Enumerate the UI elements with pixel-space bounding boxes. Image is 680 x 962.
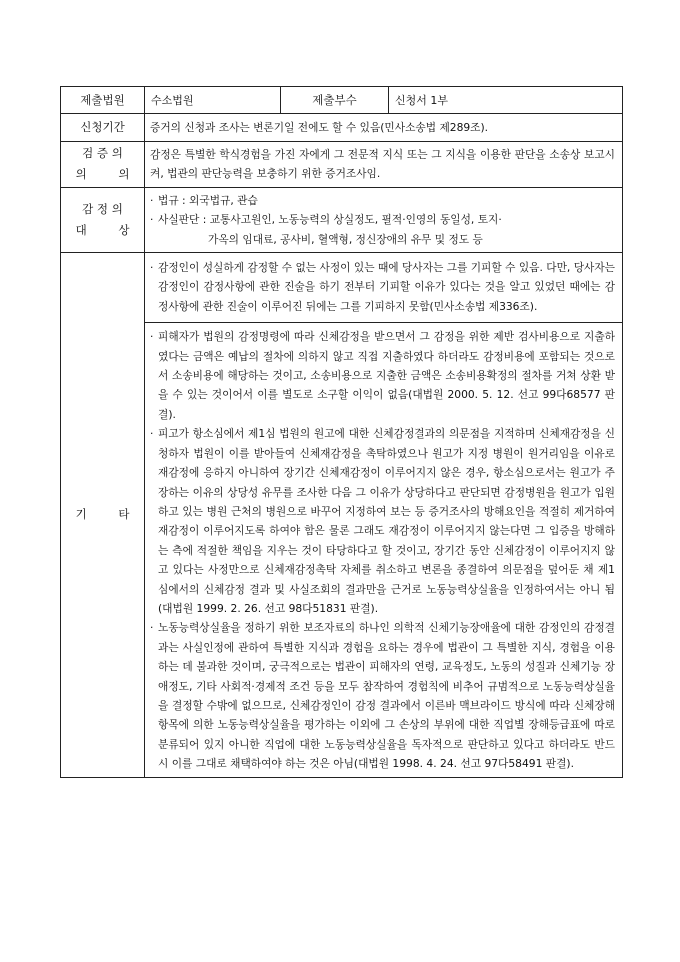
bullet-mark: · — [150, 621, 154, 635]
period-label: 신청기간 — [61, 114, 145, 142]
copies-value: 신청서 1부 — [389, 87, 623, 114]
meaning-label-line1: 검 증 의 — [82, 146, 123, 161]
etc-paragraph-reexamination-text: 피고가 항소심에서 제1심 법원의 원고에 대한 신체감정결과의 의문점을 지적하며 신체재감정을 신청하자 법원이 이를 받아들여 신체재감정을 촉탁하였으나 원고가 지정 병원이 원거리임을 이유로 재감정에 응하지 아니하여 장기간 신체재감정이 이루어지지 않은 경우, 항소심으로서는 원고가 주장하는 이유의 상당성 유무를 조사한 다음 그 이유가 상당하다고 판단되면 감정병원을 원고가 입원하고 있는 병원 근처의 병원으로 바꾸어 지정하여 보는 등 증거조사의 방해요인을 적절히 제거하여 재감정이 이루어지도록 하여야 함은 물론 그래도 재감정이 이루어지지 않는다면 그 입증을 방해하는 측에 적절한 책임을 지우는 것이 타당하다고 할 것이고, 장기간 동안 신체감정이 이루어지지 않고 있다는 사정만으로 신체재감정촉탁 자체를 취소하고 변론을 종결하여 의문점을 덮어둔 채 제1심에서의 신체감정 결과 및 사실조회의 결과만을 근거로 노동능력상실율을 인정하여서는 아니 됨(대법원 1999. 2. 26. 선고 98다51831 판결). — [158, 427, 615, 615]
etc-block-recusal — [145, 253, 622, 322]
bullet-mark: · — [150, 261, 154, 275]
etc-content — [145, 253, 623, 778]
target-item-laws — [150, 191, 615, 210]
target-label — [61, 187, 145, 252]
target-item-laws-text: 법규 : 외국법규, 관습 — [158, 193, 258, 207]
target-content — [145, 187, 623, 252]
etc-paragraph-recusal-text: 감정인이 성실하게 감정할 수 없는 사정이 있는 때에 당사자는 그를 기피할 수 있음. 다만, 당사자는 감정인이 감정사항에 관한 진술을 하기 전부터 기피할 이유가 있다는 것을 알고 있었던 때에는 감정사항에 관한 진술이 이루어진 뒤에는 그를 기피하지 못함(민사소송법 제336조). — [158, 261, 616, 313]
etc-paragraph-recusal — [150, 258, 615, 316]
application-info-table — [60, 86, 623, 778]
etc-paragraph-labor-loss — [150, 618, 615, 773]
etc-paragraph-costs-text: 피해자가 법원의 감정명령에 따라 신체감정을 받으면서 그 감정을 위한 제반 검사비용으로 지출하였다는 금액은 예납의 절차에 의하지 않고 직접 지출하였다 하더라도 감정비용에 포함되는 것으로서 소송비용에 해당하는 것이고, 소송비용으로 지출한 금액은 소송비용확정의 절차를 거쳐 상환 받을 수 있는 것이어서 이를 별도로 소구할 이익이 없음(대법원 2000. 5. 12. 선고 99다68577 판결). — [158, 330, 615, 421]
period-row — [61, 114, 623, 142]
bullet-mark: · — [150, 330, 154, 344]
etc-paragraph-reexamination — [150, 424, 615, 618]
court-value: 수소법원 — [145, 87, 281, 114]
meaning-text: 감정은 특별한 학식경험을 가진 자에게 그 전문적 지식 또는 그 지식을 이용한 판단을 소송상 보고시켜, 법관의 판단능력을 보충하기 위한 증거조사임. — [145, 142, 623, 188]
bullet-mark: · — [150, 427, 154, 441]
target-item-facts-line1: 사실판단 : 교통사고원인, 노동능력의 상실정도, 필적·인영의 동일성, 토지· — [158, 213, 502, 227]
copies-label: 제출부수 — [281, 87, 389, 114]
target-label-line1: 감 정 의 — [82, 201, 123, 216]
header-row — [61, 87, 623, 114]
etc-paragraph-labor-loss-text: 노동능력상실율을 정하기 위한 보조자료의 하나인 의학적 신체기능장애율에 대한 감정인의 감정결과는 사실인정에 관하여 특별한 지식과 경험을 요하는 경우에 법관이 그 특별한 지식, 경험을 이용하는 데 불과한 것이며, 궁극적으로는 법관이 피해자의 연령, 교육정도, 노동의 성질과 신체기능 장애정도, 기타 사회적·경제적 조건 등을 모두 참작하여 경험칙에 비추어 규범적으로 노동능력상실율을 결정할 수밖에 없으므로, 신체감정인이 감정 결과에서 이른바 맥브라이드 방식에 따라 신체장해항목에 의한 노동능력상실율을 평가하는 이외에 그 손상의 부위에 대한 직업별 장해등급표에 따로 분류되어 있지 아니한 직업에 대한 노동능력상실율을 독자적으로 판단하고 있다고 하더라도 반드시 이를 그대로 채택하여야 하는 것은 아님(대법원 1998. 4. 24. 선고 97다58491 판결). — [158, 621, 615, 771]
meaning-label-line2: 의 의 — [75, 167, 130, 182]
period-text: 증거의 신청과 조사는 변론기일 전에도 할 수 있음(민사소송법 제289조). — [145, 114, 623, 142]
bullet-mark: · — [150, 213, 154, 227]
court-label: 제출법원 — [61, 87, 145, 114]
etc-paragraph-costs — [150, 327, 615, 424]
etc-row — [61, 253, 623, 778]
etc-block-cases — [145, 322, 622, 776]
etc-label: 기 타 — [61, 253, 145, 778]
meaning-row — [61, 142, 623, 188]
target-item-facts — [150, 210, 615, 229]
target-row — [61, 187, 623, 252]
target-label-line2: 대 상 — [75, 222, 130, 237]
target-item-facts-line2: 가옥의 임대료, 공사비, 혈액형, 정신장애의 유무 및 정도 등 — [208, 232, 483, 246]
bullet-mark: · — [150, 193, 154, 207]
meaning-label — [61, 142, 145, 188]
